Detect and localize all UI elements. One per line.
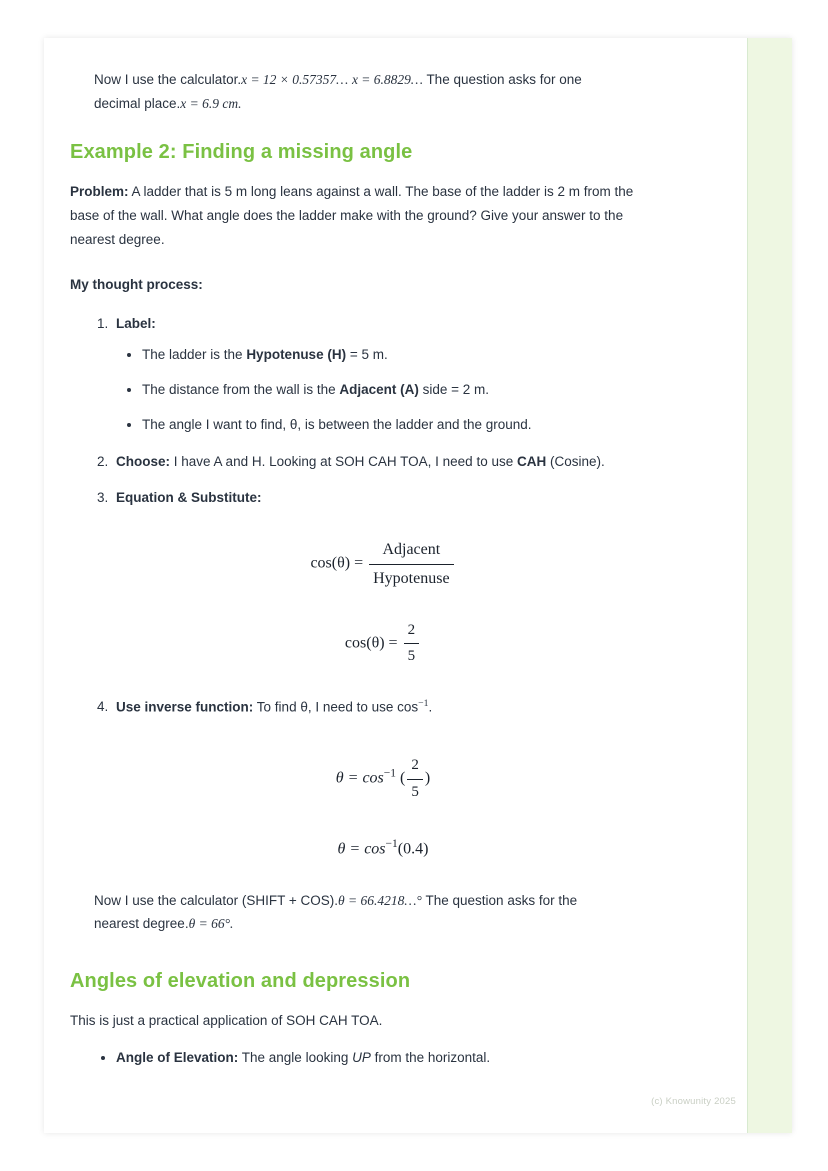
example2-problem [70,180,636,251]
intro-line2-pre: for one decimal place. [94,72,582,111]
formula3-paren-close: ) [424,769,431,787]
step-inverse-sup: −1 [418,697,429,709]
formula4-rhs: (0.4) [397,840,429,858]
angle-elevation-pre: The angle looking [238,1049,353,1065]
formula2-denominator: 5 [404,643,420,670]
list-item [142,379,670,402]
intro-line1-pre: Now I use the calculator. [94,72,242,87]
formula-cos-two-fifths [96,618,670,670]
intro-line2-math: x = 6.9 cm. [180,95,242,111]
angle-elevation-label: Angle of Elevation: [116,1049,239,1065]
label-sublist [116,344,670,437]
steps-list [70,313,670,863]
formula4-lhs: θ = cos [337,840,386,858]
bullet-post: side = 2 m. [418,381,490,397]
formula1-lhs: cos(θ) = [310,554,364,572]
conclusion-line1-pre: Now I use the calculator (SHIFT + COS). [94,892,338,908]
formula2-numerator: 2 [407,621,416,638]
bullet-bold: Hypotenuse (H) [246,346,347,362]
intro-line1-math2: x = 6.8829… [351,72,423,87]
problem-text: A ladder that is 5 m long leans against a wall. The base of the ladder is 2 m from the base of the wall. What angle does the ladder make with the ground? Give your answer to the nearest degree. [70,184,634,247]
angles-section-title: Angles of elevation and depression [70,969,411,992]
intro-paragraph [94,68,624,115]
conclusion-line1-math: θ = 66.4218…° [337,892,422,908]
step-choose-text: I have A and H. Looking at SOH CAH TOA, I need to use [173,453,514,469]
formula-theta-inverse-fraction [96,753,670,805]
step-inverse-title: Use inverse function: [116,699,254,715]
list-item [116,1047,670,1070]
bullet-pre: The ladder is the [142,346,247,362]
watermark: (c) Knowunity 2025 [651,1096,736,1107]
problem-label: Problem: [70,184,129,200]
step-label [112,313,670,437]
formula3-paren-open: ( [400,769,406,787]
formula3-numerator: 2 [411,757,419,774]
formula3-lhs: θ = cos [335,769,384,787]
bullet-pre: The angle I want to find, θ, is between the ladder and the ground. [142,416,532,432]
fraction-adjacent-hypotenuse [369,536,453,591]
formula3-sup: −1 [383,767,397,780]
step-choose-text-tail: (Cosine). [550,453,605,469]
conclusion-line1-post: The question asks [425,892,536,908]
step-choose-bold-tail: CAH [516,453,547,469]
document-sheet [44,38,792,1133]
example2-title: Example 2: Finding a missing angle [70,141,413,164]
fraction-two-fifths [404,618,420,670]
bullet-bold: Adjacent (A) [339,381,419,397]
bullet-post: = 5 m. [346,346,388,362]
angles-intro: This is just a practical application of SOH CAH TOA. [70,1012,383,1028]
step-equation-substitute [112,487,670,669]
formula1-denominator: Hypotenuse [369,564,453,592]
list-item [142,344,670,367]
conclusion-paragraph [94,889,624,936]
angles-bullet-list [70,1047,670,1070]
step-choose-title: Choose: [116,453,170,469]
step-inverse-function [112,696,670,863]
formula2-lhs: cos(θ) = [344,634,398,652]
thought-process-heading: My thought process: [70,277,203,293]
conclusion-line2-pre: for the nearest degree. [94,892,578,932]
formula3-denominator: 5 [407,779,423,806]
fraction-two-fifths-inverse [407,753,423,805]
angle-elevation-emphasis: UP [352,1049,371,1065]
step-equation-title: Equation & Substitute: [116,490,262,506]
intro-line1-post: The question asks [426,72,536,87]
formula-theta-inverse-decimal [96,835,670,863]
document-content [70,38,670,1080]
intro-line1-math1: x = 12 × 0.57357… [241,72,349,87]
step-choose [112,451,670,474]
list-item [142,414,670,437]
formula-cos-ratio [96,536,670,591]
step-label-title: Label: [116,315,156,331]
decorative-green-band [747,38,792,1133]
step-inverse-text: To find θ, I need to use cos [256,699,419,715]
step-inverse-text-tail: . [428,699,433,715]
conclusion-line2-math: θ = 66°. [188,916,234,932]
formula4-sup: −1 [385,838,398,851]
angle-elevation-post: from the horizontal. [370,1049,491,1065]
formula1-numerator: Adjacent [382,541,441,559]
bullet-pre: The distance from the wall is the [142,381,340,397]
